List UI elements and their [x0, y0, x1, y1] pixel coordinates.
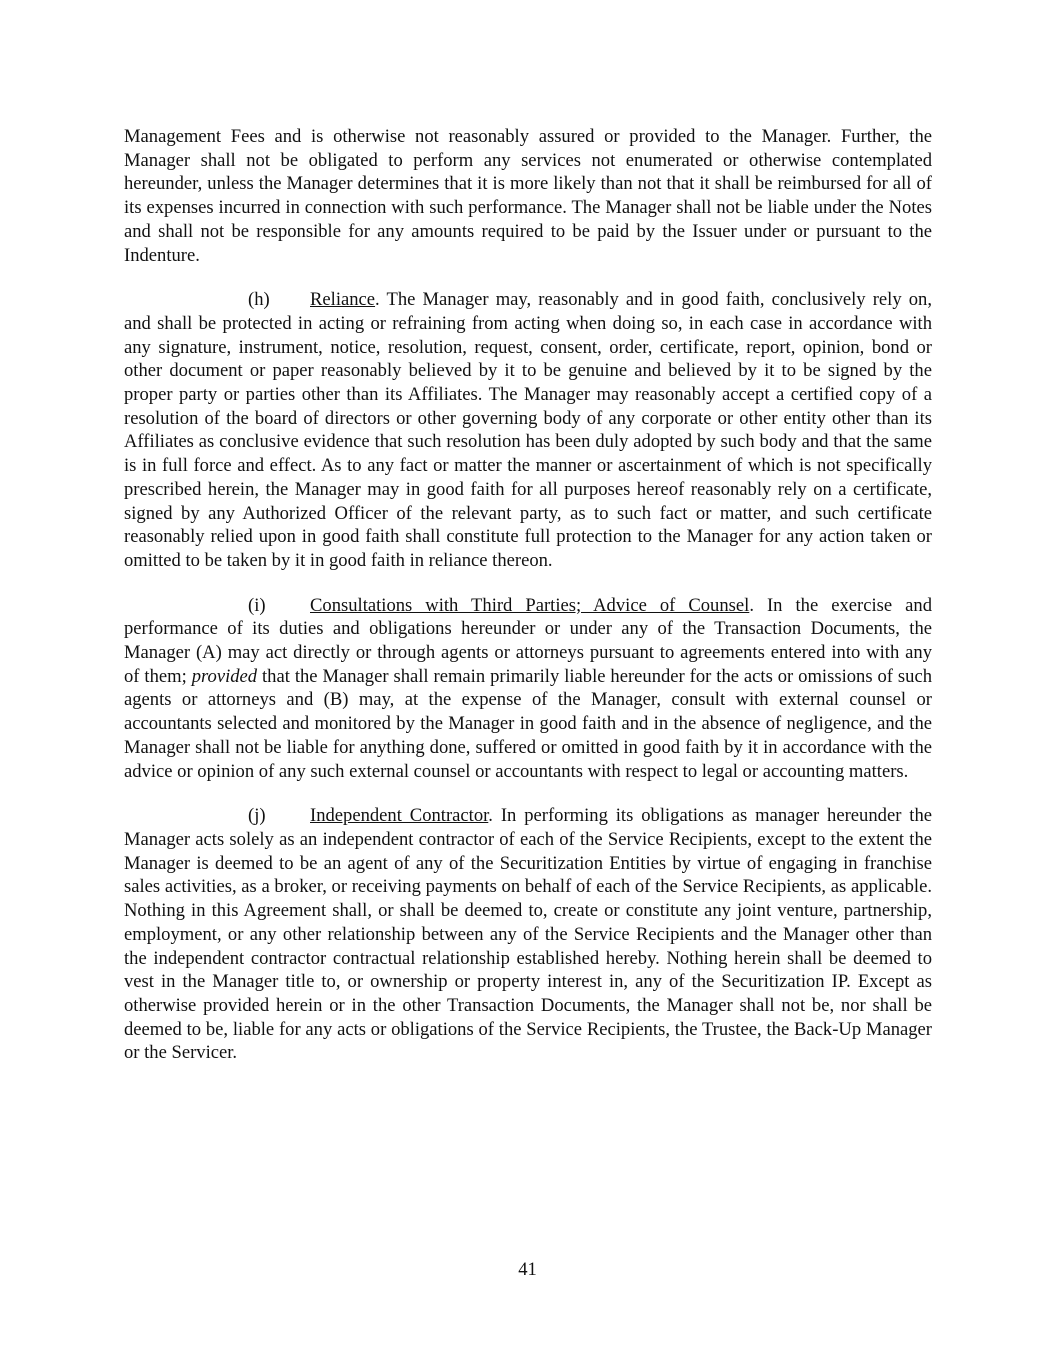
section-title: Independent Contractor — [310, 805, 489, 827]
paragraph-continuation — [124, 125, 932, 267]
section-j-independent-contractor — [124, 804, 932, 1065]
paragraph-text: that the Manager shall remain primarily liable hereunder for the acts or omissions of such agents or attorneys and (B) may, at the expense of the Manager, consult with external counsel or accountants selected and monitored by the Manager in good faith and in the absence of negligence, and the Manager shall not be liable for anything done, suffered or omitted in good faith by it in accordance with the advice or opinion of any such external counsel or accountants with respect to legal or accounting matters. — [124, 665, 932, 782]
emphasis-provided: provided — [191, 665, 258, 687]
page-number: 41 — [518, 1259, 537, 1280]
section-number: (i) — [248, 594, 266, 616]
paragraph-text: . In the exercise and performance of its duties and obligations hereunder or under any of the Transaction Documents, the Manager (A) may act directly or through agents or attorneys pursuant to agreements entered into with any of them; — [124, 594, 932, 687]
paragraph-text: . In performing its obligations as manager hereunder the Manager acts solely as an independent contractor of each of the Service Recipients, except to the extent the Manager is deemed to be an agent of any of the Securitization Entities by virtue of engaging in franchise sales activities, as a broker, or receiving payments on behalf of each of the Service Recipients, as applicable. Nothing in this Agreement shall, or shall be deemed to, create or constitute any joint venture, partnership, employment, or any other relationship between any of the Service Recipients and the Manager other than the independent contractor contractual relationship established hereby. Nothing herein shall be deemed to vest in the Manager title to, or ownership or property interest in, any of the Securitization IP. Except as otherwise provided herein or in the other Transaction Documents, the Manager shall not be, nor shall be deemed to be, liable for any acts or obligations of the Service Recipients, the Trustee, the Back-Up Manager or the Servicer. — [124, 805, 932, 1064]
section-title: Reliance — [310, 289, 376, 311]
paragraph-text: . The Manager may, reasonably and in good faith, conclusively rely on, and shall be protected in acting or refraining from acting when doing so, in each case in accordance with any signature, instrument, notice, resolution, request, consent, order, certificate, report, opinion, bond or other document or paper reasonably believed by it to be genuine and believed by it to be signed by the proper party or parties other than its Affiliates. The Manager may reasonably accept a certified copy of a resolution of the board of directors or other governing body of any corporate or other entity other than its Affiliates as conclusive evidence that such resolution has been duly adopted by such body and that the same is in full force and effect. As to any fact or matter the manner or ascertainment of which is not specifically prescribed herein, the Manager may in good faith for all purposes hereof reasonably rely on a certificate, signed by any Authorized Officer of the relevant party, as to such fact or matter, and such certificate reasonably relied upon in good faith shall constitute full protection to the Manager for any action taken or omitted to be taken by it in good faith in reliance thereon. — [124, 289, 932, 571]
section-number: (j) — [248, 805, 266, 827]
document-page — [124, 125, 932, 1065]
paragraph-text: Management Fees and is otherwise not reasonably assured or provided to the Manager. Further, the Manager shall not be obligated to perform any services not enumerated or otherwise contemplated hereunder, unless the Manager determines that it is more likely than not that it shall be reimbursed for all of its expenses incurred in connection with such performance. The Manager shall not be liable under the Notes and shall not be responsible for any amounts required to be paid by the Issuer under or pursuant to the Indenture. — [124, 126, 932, 266]
section-h-reliance — [124, 288, 932, 572]
section-number: (h) — [248, 289, 270, 311]
section-title: Consultations with Third Parties; Advice of Counsel — [310, 594, 750, 616]
section-i-consultations — [124, 594, 932, 784]
